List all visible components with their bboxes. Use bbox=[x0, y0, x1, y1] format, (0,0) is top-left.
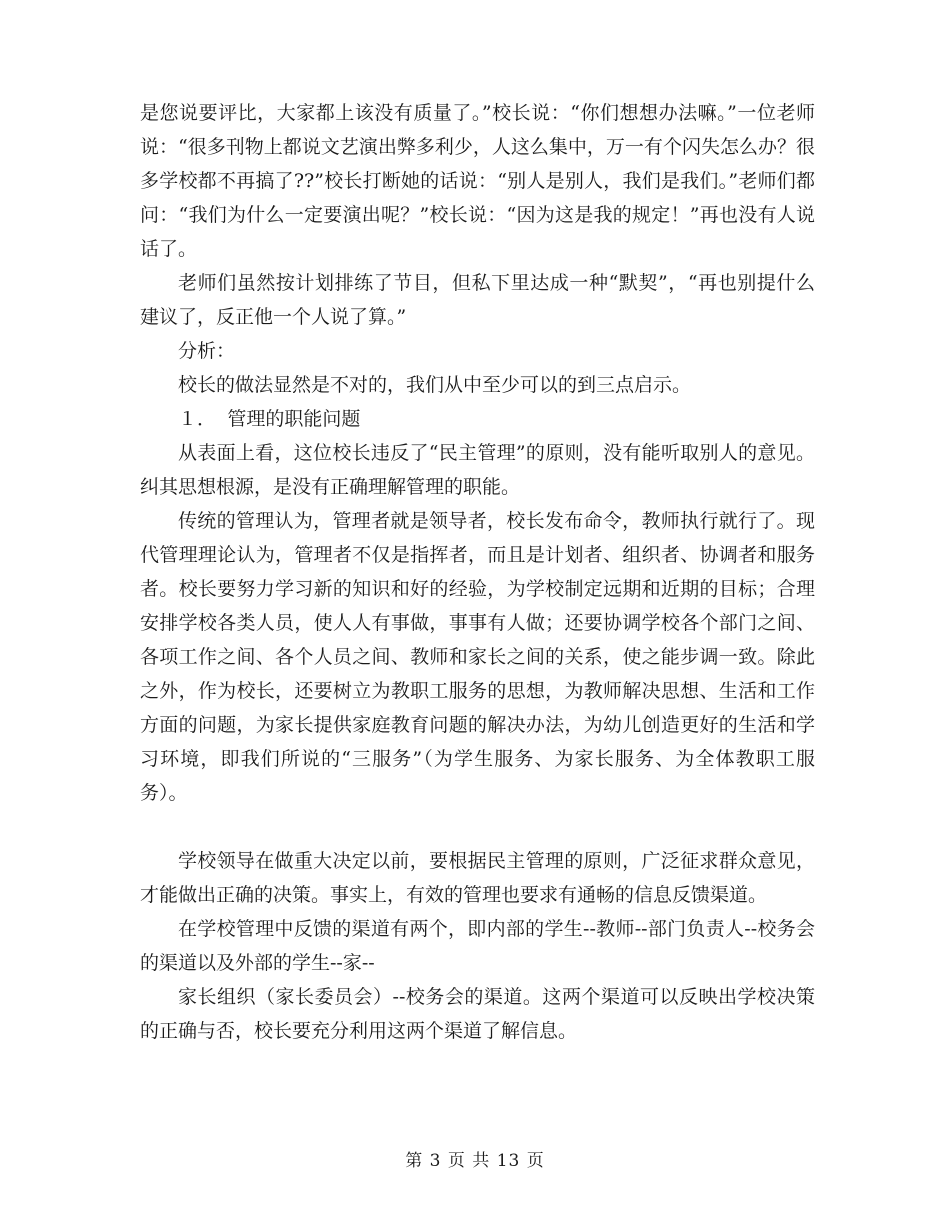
section-number: １． bbox=[178, 408, 217, 430]
paragraph-feedback-channels: 在学校管理中反馈的渠道有两个，即内部的学生--教师--部门负责人--校务会的渠道以及外部的学生--家-- bbox=[140, 918, 815, 974]
paragraph-decision-making: 学校领导在做重大决定以前，要根据民主管理的原则，广泛征求群众意见，才能做出正确的决策。事实上，有效的管理也要求有通畅的信息反馈渠道。 bbox=[140, 850, 815, 906]
section-heading-management-functions bbox=[140, 402, 815, 436]
paragraph-teachers-consensus: 老师们虽然按计划排练了节目，但私下里达成一种“默契”，“再也别提什么建议了，反正他一个人说了算。” bbox=[140, 272, 815, 328]
paragraph-dialogue: 是您说要评比，大家都上该没有质量了。”校长说：“你们想想办法嘛。”一位老师说：“很多刊物上都说文艺演出弊多利少，人这么集中，万一有个闪失怎么办？很多学校都不再搞了??”校长打断她的话说：“别人是别人，我们是我们。”老师们都问：“我们为什么一定要演出呢？”校长说：“因为这是我的规定！”再也没有人说话了。 bbox=[140, 102, 815, 260]
section-title: 管理的职能问题 bbox=[227, 408, 361, 430]
paragraph-analysis-intro: 校长的做法显然是不对的，我们从中至少可以的到三点启示。 bbox=[178, 374, 692, 396]
paragraph-spacer bbox=[140, 810, 815, 844]
paragraph-analysis-heading: 分析： bbox=[178, 340, 236, 362]
page-footer: 第 3 页 共 13 页 bbox=[405, 1151, 545, 1171]
paragraph-surface-view: 从表面上看，这位校长违反了“民主管理”的原则，没有能听取别人的意见。纠其思想根源，是没有正确理解管理的职能。 bbox=[140, 442, 815, 498]
paragraph-parent-committee: 家长组织（家长委员会）--校务会的渠道。这两个渠道可以反映出学校决策的正确与否，校长要充分利用这两个渠道了解信息。 bbox=[140, 986, 815, 1042]
paragraph-traditional-management: 传统的管理认为，管理者就是领导者，校长发布命令，教师执行就行了。现代管理理论认为，管理者不仅是指挥者，而且是计划者、组织者、协调者和服务者。校长要努力学习新的知识和好的经验，为学校制定远期和近期的目标；合理安排学校各类人员，使人人有事做，事事有人做；还要协调学校各个部门之间、各项工作之间、各个人员之间、教师和家长之间的关系，使之能步调一致。除此之外，作为校长，还要树立为教职工服务的思想，为教师解决思想、生活和工作方面的问题，为家长提供家庭教育问题的解决办法，为幼儿创造更好的生活和学习环境，即我们所说的“三服务”（为学生服务、为家长服务、为全体教职工服务）。 bbox=[140, 510, 815, 804]
document-body bbox=[140, 96, 815, 1048]
